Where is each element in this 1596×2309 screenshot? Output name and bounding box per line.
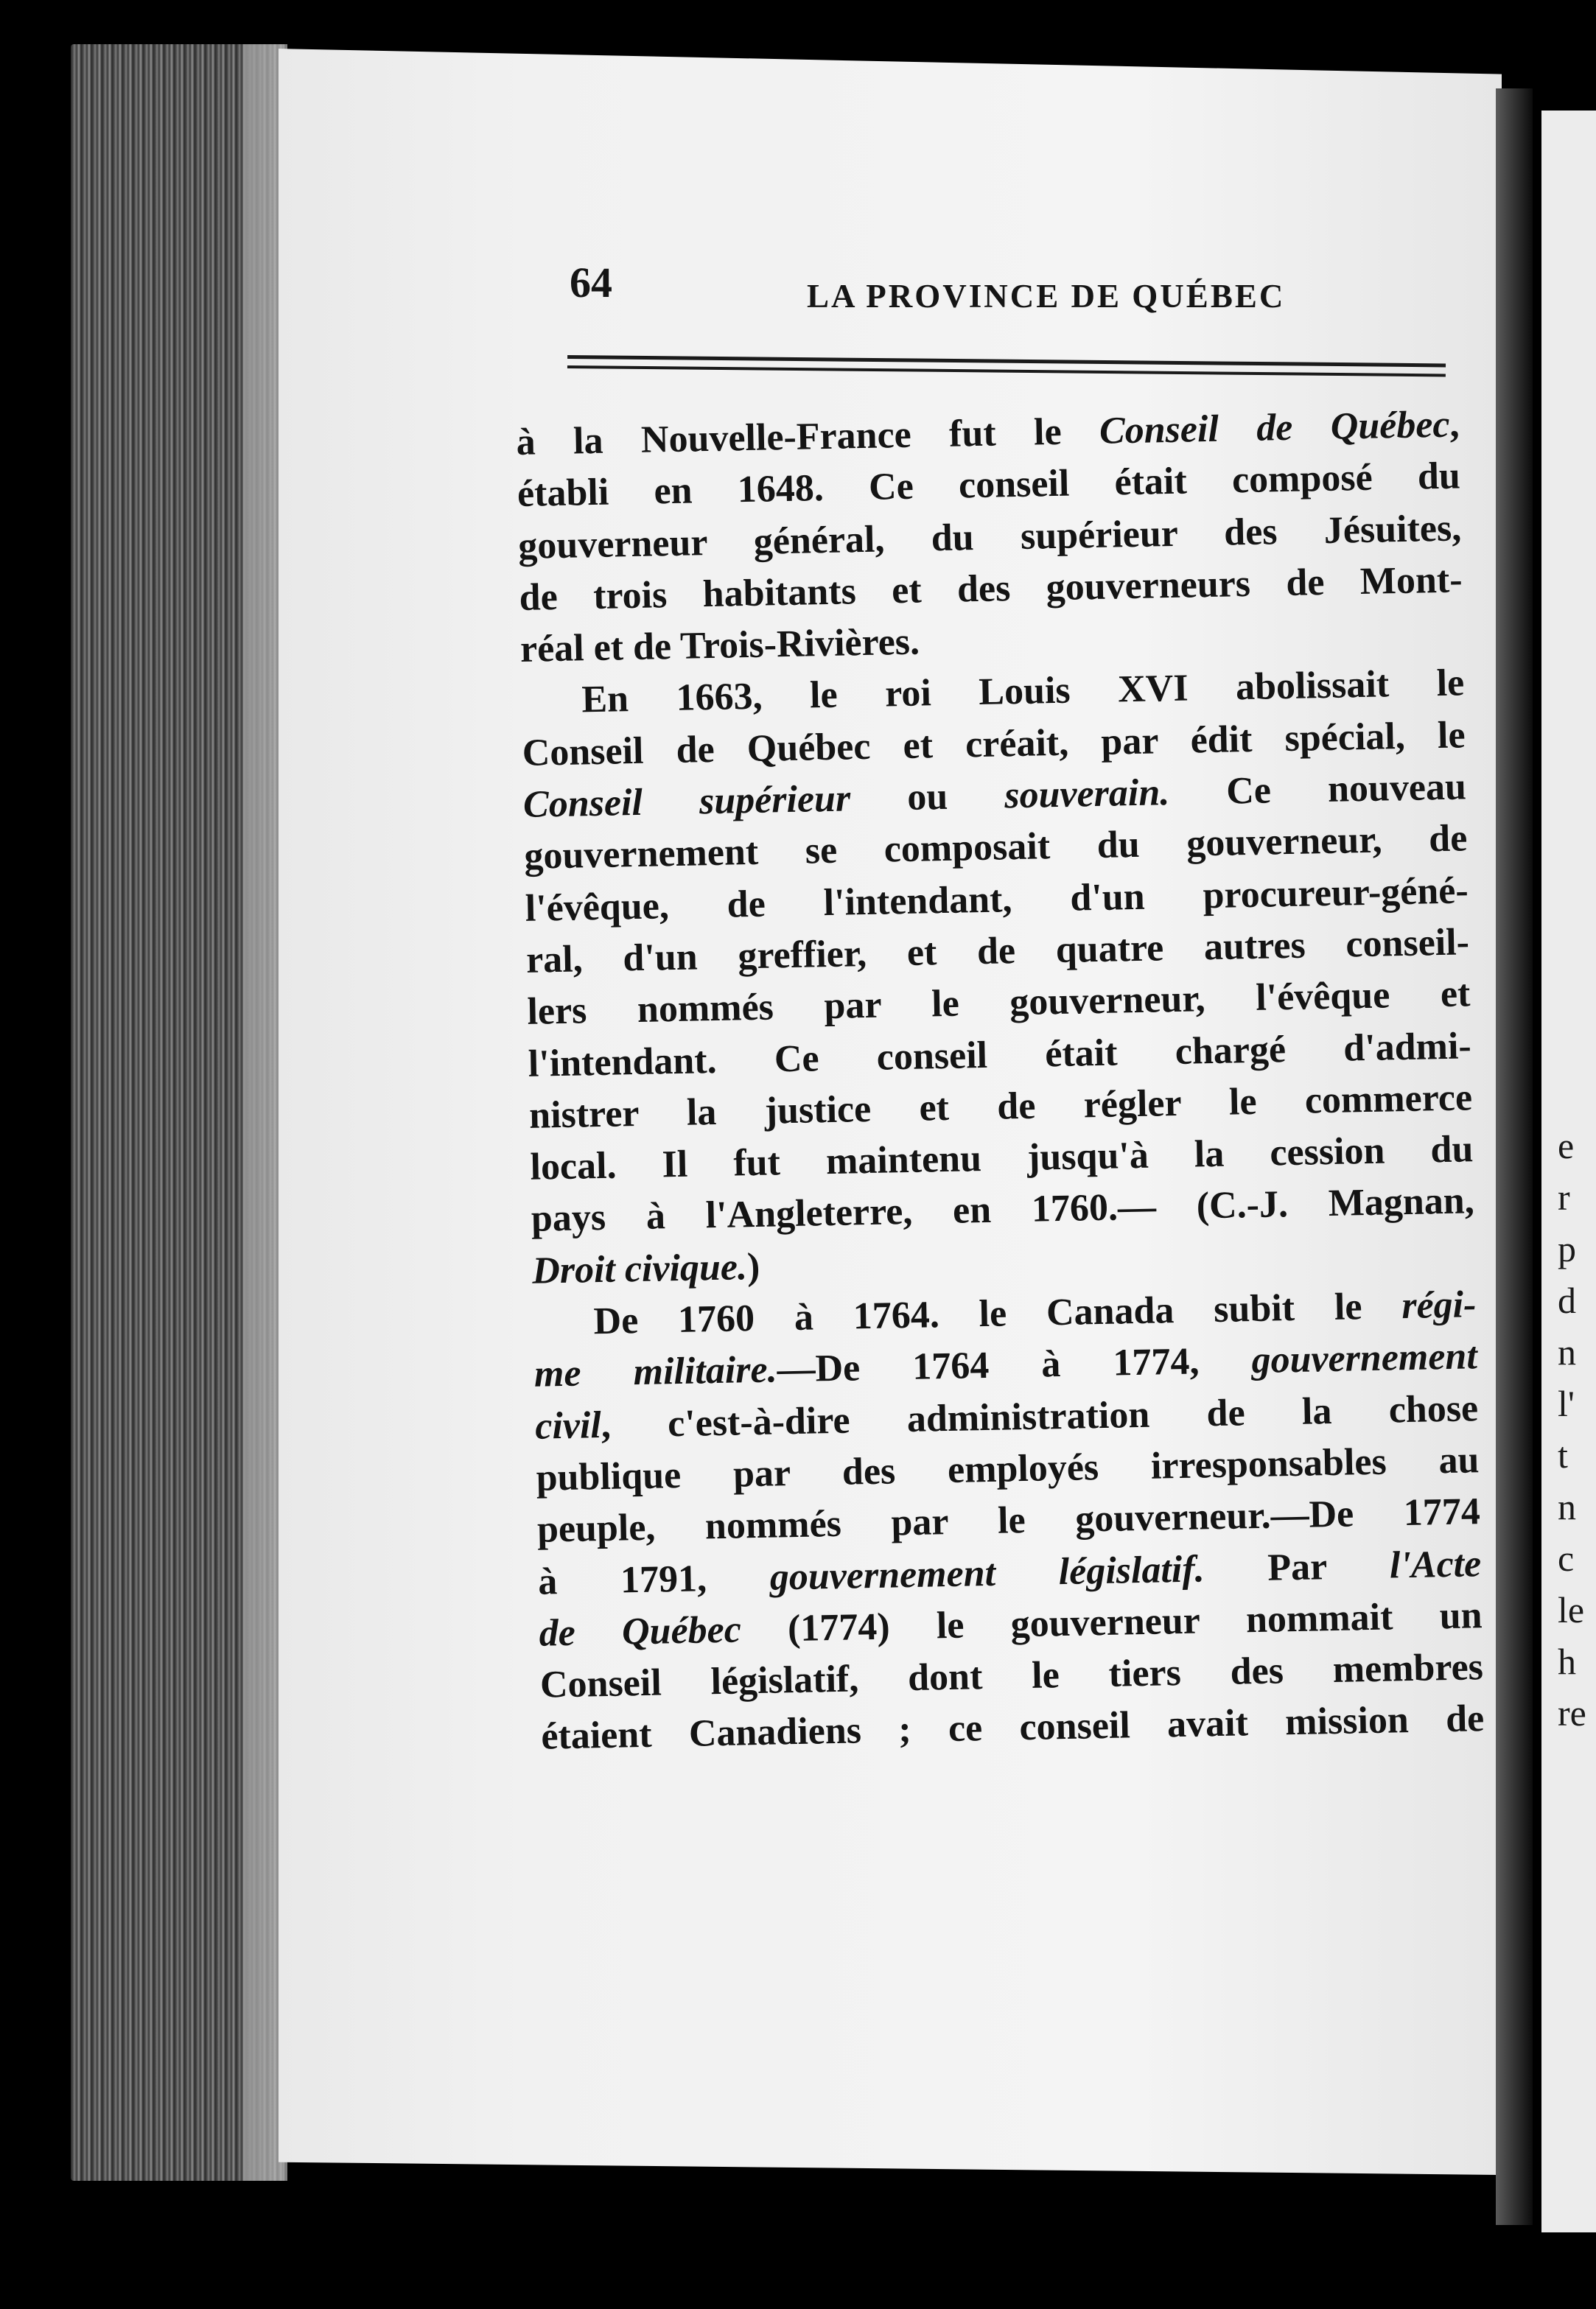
- italic-text: gouvernement législatif.: [769, 1547, 1205, 1599]
- italic-text: civil: [534, 1404, 602, 1448]
- text-run: ral, d'un greffier, et de quatre autres conseil-: [525, 921, 1470, 981]
- italic-text: Conseil de Québec: [1099, 403, 1450, 452]
- text-run: Conseil législatif, dont le tiers des membres: [539, 1646, 1484, 1706]
- italic-text: de Québec: [539, 1608, 742, 1655]
- text-run: De 1760 à 1764. le Canada subit le: [593, 1285, 1402, 1343]
- italic-text: régi-: [1401, 1283, 1477, 1328]
- italic-text: souverain.: [1004, 771, 1170, 817]
- text-run: publique par des employés irresponsables au: [536, 1439, 1480, 1499]
- text-run: —De 1764 à 1774,: [777, 1339, 1253, 1391]
- facing-page-fragment: d: [1558, 1280, 1576, 1321]
- text-run: de trois habitants et des gouverneurs de Mont-: [519, 558, 1463, 619]
- book-spine: [1496, 88, 1533, 2225]
- italic-text: Droit civique.: [531, 1245, 748, 1292]
- body-text: [516, 399, 1485, 1763]
- text-run: lers nommés par le gouverneur, l'évêque et: [526, 973, 1471, 1034]
- running-title: LA PROVINCE DE QUÉBEC: [807, 278, 1286, 315]
- text-run: ,: [1449, 403, 1460, 446]
- text-run: gouvernement se composait du gouverneur, de: [523, 817, 1468, 878]
- text-run: à la Nouvelle-France fut le: [516, 410, 1100, 463]
- facing-page-fragment: re: [1558, 1692, 1586, 1734]
- facing-page-fragment: p: [1558, 1228, 1576, 1269]
- text-run: pays à l'Angleterre, en 1760.— (C.-J. Magnan,: [531, 1180, 1475, 1241]
- text-run: Conseil de Québec et créait, par édit spécial, le: [522, 714, 1466, 774]
- facing-page-fragment: r: [1558, 1177, 1570, 1218]
- text-run: l'évêque, de l'intendant, d'un procureur-géné-: [525, 869, 1469, 930]
- text-run: l'intendant. Ce conseil était chargé d'admi-: [528, 1024, 1472, 1085]
- facing-page-fragment: c: [1558, 1538, 1575, 1579]
- italic-text: l'Acte: [1389, 1542, 1482, 1587]
- text-run: En 1663, le roi Louis XVI abolissait le: [581, 662, 1465, 721]
- text-run: gouverneur général, du supérieur des Jésuites,: [517, 506, 1462, 567]
- italic-text: me militaire.: [533, 1348, 778, 1396]
- facing-page-fragment: h: [1558, 1641, 1576, 1682]
- text-run: Par: [1204, 1544, 1390, 1590]
- text-run: , c'est-à-dire administration de la chose: [601, 1387, 1479, 1446]
- text-run: étaient Canadiens ; ce conseil avait mission de: [540, 1697, 1485, 1759]
- text-run: local. Il fut maintenu jusqu'à la cession du: [530, 1128, 1474, 1188]
- text-run: établi en 1648. Ce conseil était composé du: [517, 455, 1461, 516]
- italic-text: gouvernement: [1251, 1335, 1478, 1382]
- text-run: ou: [850, 774, 1005, 820]
- facing-page-fragment: t: [1558, 1434, 1568, 1476]
- text-run: nistrer la justice et de régler le commerce: [528, 1076, 1473, 1137]
- text-run: réal et de Trois-Rivières.: [519, 620, 920, 671]
- italic-text: Conseil supérieur: [522, 777, 851, 826]
- facing-page-fragment: n: [1558, 1331, 1576, 1373]
- text-run: à 1791,: [537, 1556, 771, 1603]
- facing-page-fragment: le: [1558, 1589, 1585, 1630]
- facing-page-fragment: n: [1558, 1486, 1576, 1527]
- text-run: Ce nouveau: [1169, 765, 1467, 814]
- text-run: peuple, nommés par le gouverneur.—De 1774: [536, 1490, 1481, 1551]
- facing-page-fragment: e: [1558, 1125, 1575, 1166]
- text-run: ): [746, 1245, 760, 1288]
- facing-page-fragment: l': [1558, 1383, 1575, 1424]
- page-number: 64: [570, 259, 612, 306]
- text-run: (1774) le gouverneur nommait un: [741, 1594, 1483, 1651]
- facing-page-edge: [1541, 111, 1596, 2232]
